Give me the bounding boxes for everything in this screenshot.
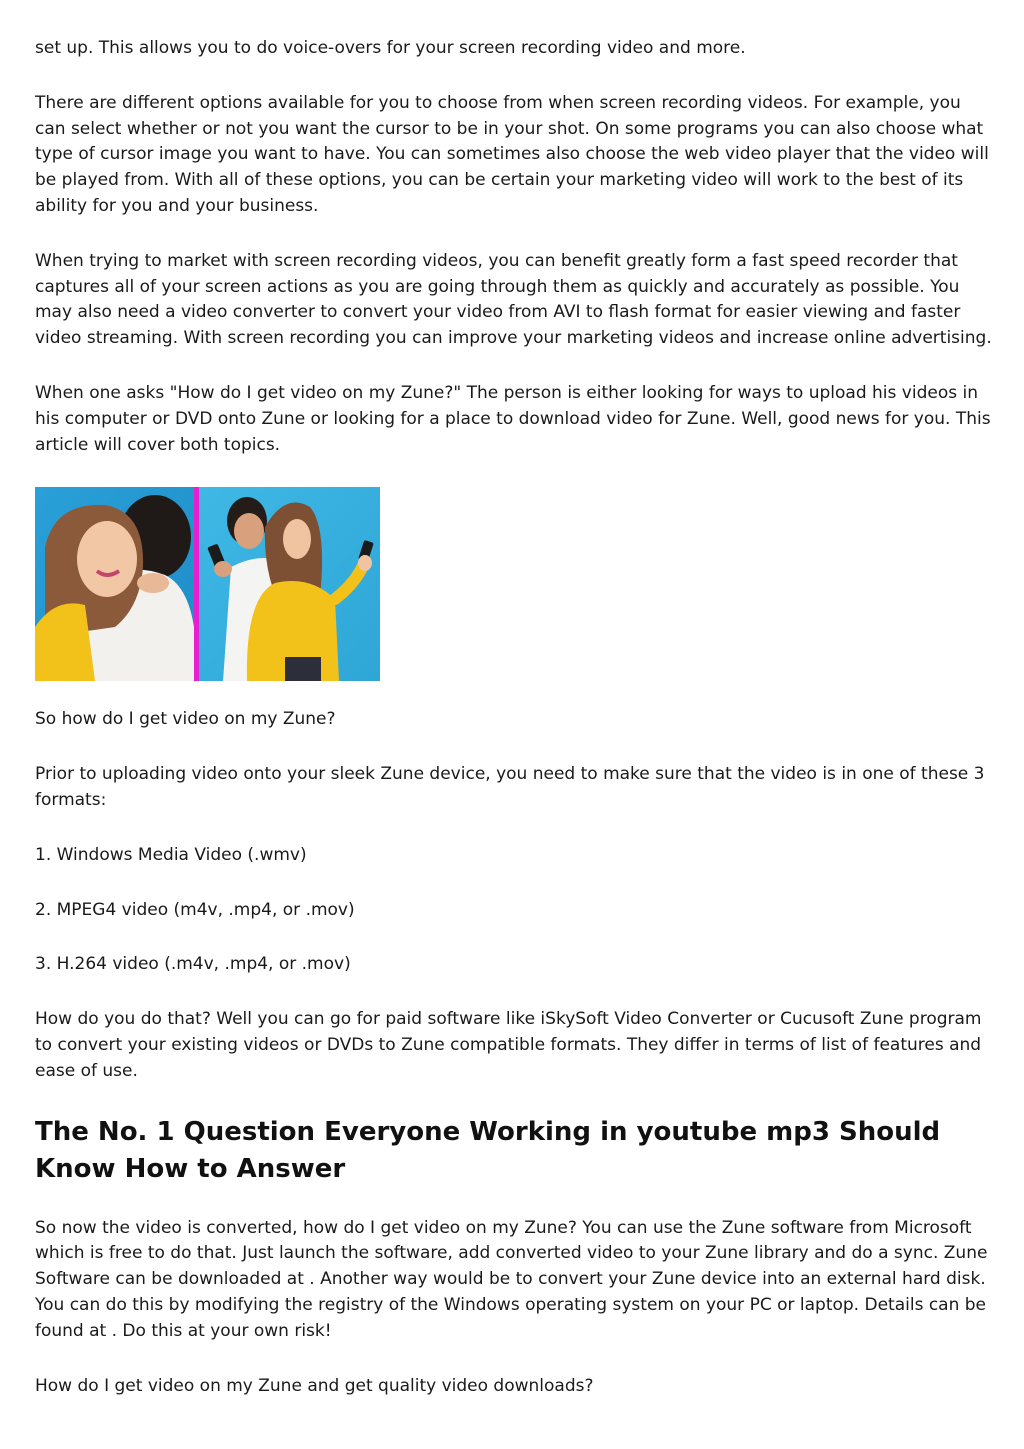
paragraph-market: When trying to market with screen recording videos, you can benefit greatly form a fast speed recorder that captures all of your screen actions as you are going through them as quickly and accurately as possible. You may also need a video converter to convert your video from AVI to flash format for easier viewing and faster video streaming. With screen recording you can improve your marketing videos and increase online advertising. [35, 250, 992, 349]
paragraph-intro-tail: set up. This allows you to do voice-overs for your screen recording video and more. [35, 38, 746, 58]
article-body [35, 36, 995, 1428]
paragraph-question: So how do I get video on my Zune? [35, 709, 336, 730]
format-item-3: 3. H.264 video (.m4v, .mp4, or .mov) [35, 954, 351, 975]
format-item-2: 2. MPEG4 video (m4v, .mp4, or .mov) [35, 899, 355, 920]
article-photo [35, 487, 380, 681]
paragraph-downloads: How do I get video on my Zune and get quality video downloads? [35, 1375, 594, 1396]
paragraph-converted: So now the video is converted, how do I get video on my Zune? You can use the Zune software from Microsoft which is free to do that. Just launch the software, add converted video to your Zune library and do a sync. Zune Software can be downloaded at . Another way would be to convert your Zune device into an external hard disk. You can do this by modifying the registry of the Windows operating system on your PC or laptop. Details can be found at . Do this at your own risk! [35, 1217, 988, 1341]
paragraph-options: There are different options available for you to choose from when screen recording videos. For example, you can select whether or not you want the cursor to be in your shot. On some programs you can also choose what type of cursor image you want to have. You can sometimes also choose the web video player that the video will be played from. With all of these options, you can be certain your marketing video will work to the best of its ability for you and your business. [35, 92, 989, 216]
section-heading: The No. 1 Question Everyone Working in youtube mp3 Should Know How to Answer [35, 1116, 941, 1184]
paragraph-formats: Prior to uploading video onto your sleek Zune device, you need to make sure that the video is in one of these 3 formats: [35, 764, 985, 810]
paragraph-howto: How do you do that? Well you can go for paid software like iSkySoft Video Converter or Cucusoft Zune program to convert your existing videos or DVDs to Zune compatible formats. They differ in terms of list of features and ease of use. [35, 1009, 982, 1081]
format-item-1: 1. Windows Media Video (.wmv) [35, 844, 307, 865]
photo-couple-hug-phone-icon [35, 487, 380, 681]
paragraph-zune-intro: When one asks "How do I get video on my Zune?" The person is either looking for ways to upload his videos in his computer or DVD onto Zune or looking for a place to download video for Zune. Well, good news for you. This article will cover both topics. [35, 382, 991, 455]
